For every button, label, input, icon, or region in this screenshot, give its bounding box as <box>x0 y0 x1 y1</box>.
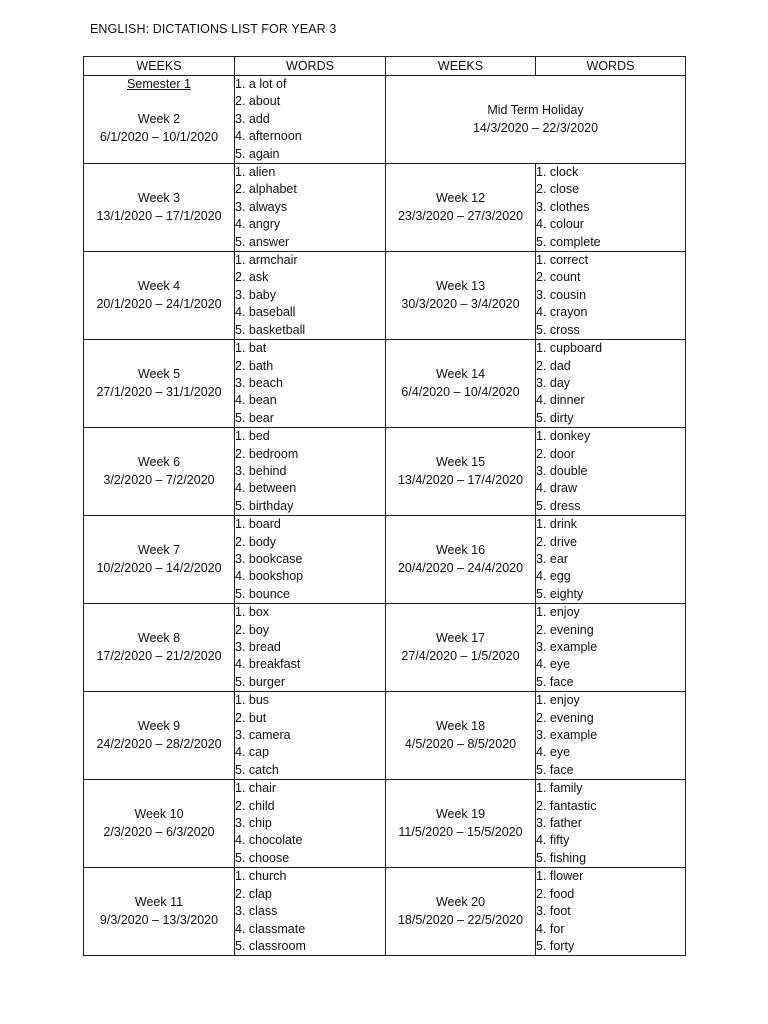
week-dates: 4/5/2020 – 8/5/2020 <box>404 736 517 751</box>
words-cell <box>235 76 386 164</box>
week-dates: 24/2/2020 – 28/2/2020 <box>96 736 222 751</box>
word-item: 3. behind <box>235 463 287 478</box>
week-cell <box>84 252 235 340</box>
word-item: 4. eye <box>536 657 571 672</box>
word-item: 3. always <box>235 199 288 214</box>
week-cell <box>386 604 536 692</box>
word-item: 4. bookshop <box>235 569 304 584</box>
word-item: 5. bear <box>235 410 274 425</box>
week-cell <box>386 340 536 428</box>
week-label: Week 11 <box>134 895 184 910</box>
header-row <box>84 57 686 76</box>
words-cell <box>235 516 386 604</box>
word-item: 1. donkey <box>536 429 591 444</box>
week-dates: 13/1/2020 – 17/1/2020 <box>96 208 222 223</box>
word-item: 1. church <box>235 869 287 884</box>
word-item: 4. chocolate <box>235 833 303 848</box>
week-cell <box>84 692 235 780</box>
week-cell <box>386 692 536 780</box>
table-row <box>84 164 686 252</box>
week-dates: 2/3/2020 – 6/3/2020 <box>103 824 215 839</box>
words-cell <box>536 604 686 692</box>
words-cell <box>536 252 686 340</box>
word-item: 4. dinner <box>536 393 585 408</box>
table-body <box>84 76 686 956</box>
word-item: 5. eighty <box>536 586 584 601</box>
week-cell <box>84 516 235 604</box>
week-cell <box>84 164 235 252</box>
word-item: 3. example <box>536 728 598 743</box>
week-dates: 11/5/2020 – 15/5/2020 <box>398 824 523 839</box>
word-item: 5. fishing <box>536 850 587 865</box>
word-item: 1. clock <box>536 165 579 180</box>
table-row <box>84 692 686 780</box>
word-item: 4. angry <box>235 217 281 232</box>
word-item: 2. count <box>536 270 581 285</box>
word-item: 2. alphabet <box>235 182 297 197</box>
word-item: 1. chair <box>235 781 276 796</box>
word-item: 2. but <box>235 710 267 725</box>
week-cell <box>84 868 235 956</box>
week-dates: 9/3/2020 – 13/3/2020 <box>99 912 219 927</box>
word-item: 4. crayon <box>536 305 588 320</box>
words-cell <box>235 340 386 428</box>
week-dates: 20/1/2020 – 24/1/2020 <box>96 296 222 311</box>
week-label: Week 10 <box>134 807 184 822</box>
words-cell <box>536 692 686 780</box>
word-item: 1. cupboard <box>536 341 603 356</box>
word-item: 4. for <box>536 921 565 936</box>
word-item: 2. fantastic <box>536 798 597 813</box>
week-cell <box>84 76 235 164</box>
week-label: Week 12 <box>435 191 486 206</box>
words-cell <box>235 868 386 956</box>
table-row <box>84 780 686 868</box>
week-label: Week 16 <box>435 543 486 558</box>
week-label: Week 4 <box>137 279 181 294</box>
words-cell <box>536 780 686 868</box>
header-weeks: WEEKS <box>84 57 235 76</box>
word-item: 1. a lot of <box>235 77 287 91</box>
word-item: 2. bath <box>235 358 274 373</box>
week-label: Week 9 <box>137 719 181 734</box>
holiday-cell <box>386 76 686 164</box>
table-row <box>84 340 686 428</box>
week-label: Week 2 <box>137 112 181 126</box>
word-item: 2. evening <box>536 710 594 725</box>
word-item: 2. close <box>536 182 580 197</box>
word-item: 5. again <box>235 146 280 161</box>
word-item: 2. body <box>235 534 277 549</box>
word-item: 1. enjoy <box>536 693 580 708</box>
header-words: WORDS <box>235 57 386 76</box>
words-cell <box>536 340 686 428</box>
word-item: 2. drive <box>536 534 577 549</box>
word-item: 2. evening <box>536 622 594 637</box>
word-item: 3. example <box>536 640 598 654</box>
word-item: 3. ear <box>536 551 568 566</box>
week-label: Week 13 <box>435 279 486 294</box>
word-item: 5. birthday <box>235 498 294 513</box>
week-dates: 13/4/2020 – 17/4/2020 <box>397 472 524 487</box>
table-row <box>84 252 686 340</box>
week-cell <box>386 164 536 252</box>
word-item: 4. afternoon <box>235 129 302 144</box>
word-item: 4. colour <box>536 217 584 232</box>
word-item: 4. bean <box>235 393 277 408</box>
word-item: 5. burger <box>235 674 286 689</box>
word-item: 5. complete <box>536 234 601 249</box>
week-dates: 6/1/2020 – 10/1/2020 <box>99 129 219 144</box>
words-cell <box>235 252 386 340</box>
word-item: 1. box <box>235 605 270 620</box>
week-dates: 20/4/2020 – 24/4/2020 <box>397 560 524 575</box>
word-item: 2. about <box>235 94 281 109</box>
word-item: 4. between <box>235 481 297 496</box>
word-item: 3. double <box>536 463 588 478</box>
word-item: 4. fifty <box>536 833 570 848</box>
word-item: 3. add <box>235 111 270 126</box>
week-label: Week 7 <box>137 543 181 558</box>
word-item: 1. bus <box>235 693 270 708</box>
week-dates: 3/2/2020 – 7/2/2020 <box>103 472 215 487</box>
word-item: 3. day <box>536 375 571 390</box>
week-cell <box>386 252 536 340</box>
words-cell <box>536 164 686 252</box>
document-title: ENGLISH: DICTATIONS LIST FOR YEAR 3 <box>90 22 337 36</box>
word-item: 3. foot <box>536 904 571 919</box>
word-item: 1. armchair <box>235 253 298 268</box>
word-item: 4. cap <box>235 745 270 760</box>
week-label: Week 20 <box>435 895 486 910</box>
week-label: Week 14 <box>435 367 486 382</box>
word-item: 5. bounce <box>235 586 290 601</box>
semester-label: Semester 1 <box>127 77 191 91</box>
word-item: 2. door <box>536 446 575 461</box>
word-item: 2. boy <box>235 622 270 637</box>
word-item: 5. choose <box>235 850 290 865</box>
table-row <box>84 516 686 604</box>
words-cell <box>536 516 686 604</box>
word-item: 5. face <box>536 674 574 689</box>
header-words: WORDS <box>536 57 686 76</box>
word-item: 5. basketball <box>235 322 306 337</box>
word-item: 3. class <box>235 904 278 919</box>
week-cell <box>386 428 536 516</box>
week-label: Week 18 <box>435 719 486 734</box>
week-cell <box>386 780 536 868</box>
table-row <box>84 76 686 164</box>
week-label: Week 6 <box>137 455 181 470</box>
word-item: 3. bread <box>235 640 281 654</box>
word-item: 2. clap <box>235 886 272 901</box>
word-item: 5. dirty <box>536 410 574 425</box>
holiday-label: Mid Term Holiday <box>487 103 584 118</box>
word-item: 1. drink <box>536 517 577 532</box>
word-item: 4. baseball <box>235 305 296 320</box>
week-label: Week 5 <box>137 367 181 382</box>
table-row <box>84 868 686 956</box>
word-item: 3. clothes <box>536 199 590 214</box>
week-cell <box>84 340 235 428</box>
words-cell <box>235 428 386 516</box>
week-dates: 17/2/2020 – 21/2/2020 <box>96 648 222 663</box>
word-item: 5. dress <box>536 498 581 513</box>
word-item: 5. catch <box>235 762 279 777</box>
word-item: 1. enjoy <box>536 605 580 620</box>
word-item: 5. cross <box>536 322 580 337</box>
week-dates: 27/4/2020 – 1/5/2020 <box>401 648 520 663</box>
table-row <box>84 428 686 516</box>
word-item: 2. ask <box>235 270 269 285</box>
words-cell <box>235 780 386 868</box>
word-item: 4. classmate <box>235 921 306 936</box>
week-dates: 30/3/2020 – 3/4/2020 <box>401 296 520 311</box>
week-dates: 23/3/2020 – 27/3/2020 <box>397 208 524 223</box>
week-cell <box>84 780 235 868</box>
word-item: 5. face <box>536 762 574 777</box>
word-item: 5. forty <box>536 938 575 953</box>
table-row <box>84 604 686 692</box>
word-item: 1. alien <box>235 165 276 180</box>
word-item: 5. answer <box>235 234 290 249</box>
word-item: 3. bookcase <box>235 551 303 566</box>
word-item: 2. child <box>235 798 275 813</box>
word-item: 2. bedroom <box>235 446 299 461</box>
week-dates: 18/5/2020 – 22/5/2020 <box>397 912 524 927</box>
week-cell <box>386 516 536 604</box>
word-item: 1. flower <box>536 869 584 884</box>
word-item: 4. egg <box>536 569 571 584</box>
dictation-table <box>83 56 686 956</box>
week-label: Week 15 <box>435 455 486 470</box>
week-label: Week 17 <box>435 631 486 646</box>
week-cell <box>84 428 235 516</box>
word-item: 3. father <box>536 816 582 831</box>
word-item: 2. food <box>536 886 575 901</box>
word-item: 3. cousin <box>536 287 587 302</box>
word-item: 3. camera <box>235 728 291 743</box>
week-dates: 6/4/2020 – 10/4/2020 <box>401 384 520 399</box>
week-dates: 27/1/2020 – 31/1/2020 <box>96 384 222 399</box>
word-item: 1. board <box>235 517 281 532</box>
header-weeks: WEEKS <box>386 57 536 76</box>
words-cell <box>235 164 386 252</box>
words-cell <box>536 428 686 516</box>
word-item: 3. beach <box>235 375 283 390</box>
week-label: Week 19 <box>435 807 486 822</box>
words-cell <box>536 868 686 956</box>
word-item: 1. family <box>536 781 583 796</box>
words-cell <box>235 692 386 780</box>
word-item: 1. bed <box>235 429 270 444</box>
word-item: 4. breakfast <box>235 657 301 672</box>
word-item: 4. draw <box>536 481 577 496</box>
week-cell <box>84 604 235 692</box>
week-label: Week 8 <box>137 631 181 646</box>
word-item: 3. baby <box>235 287 277 302</box>
week-label: Week 3 <box>137 191 181 206</box>
week-cell <box>386 868 536 956</box>
word-item: 5. classroom <box>235 938 306 953</box>
word-item: 1. correct <box>536 253 589 268</box>
word-item: 1. bat <box>235 341 267 356</box>
word-item: 3. chip <box>235 816 272 831</box>
words-cell <box>235 604 386 692</box>
holiday-dates: 14/3/2020 – 22/3/2020 <box>472 120 599 135</box>
word-item: 2. dad <box>536 358 571 373</box>
word-item: 4. eye <box>536 745 571 760</box>
week-dates: 10/2/2020 – 14/2/2020 <box>96 560 222 575</box>
